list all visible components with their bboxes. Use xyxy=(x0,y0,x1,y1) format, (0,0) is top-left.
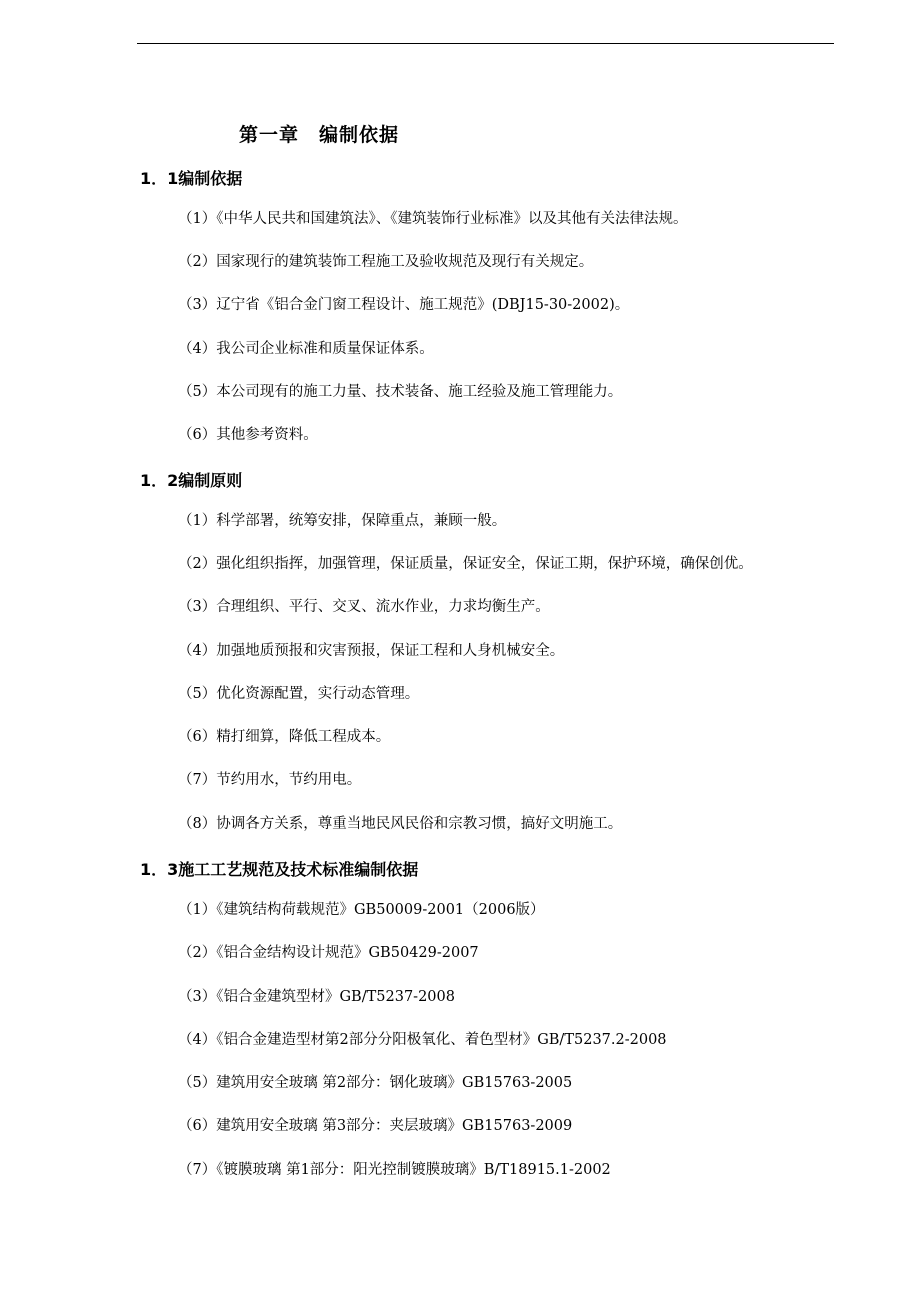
list-item: （3）合理组织、平行、交叉、流水作业，力求均衡生产。 xyxy=(178,599,550,615)
list-item: （8）协调各方关系，尊重当地民风民俗和宗教习惯，搞好文明施工。 xyxy=(178,816,623,832)
list-item: （1）科学部署，统筹安排，保障重点，兼顾一般。 xyxy=(178,513,507,529)
list-item: （7）节约用水，节约用电。 xyxy=(178,772,362,788)
header-rule xyxy=(137,43,834,44)
list-item: （7）《镀膜玻璃 第1部分：阳光控制镀膜玻璃》B/T18915.1-2002 xyxy=(178,1162,611,1178)
list-item: （2）《铝合金结构设计规范》GB50429-2007 xyxy=(178,945,479,961)
list-item: （3）《铝合金建筑型材》GB/T5237-2008 xyxy=(178,989,455,1005)
list-item: （5）优化资源配置，实行动态管理。 xyxy=(178,686,420,702)
list-item: （3）辽宁省《铝合金门窗工程设计、施工规范》(DBJ15-30-2002)。 xyxy=(178,297,630,313)
list-item: （1）《建筑结构荷载规范》GB50009-2001（2006版） xyxy=(178,902,545,918)
list-item: （5）本公司现有的施工力量、技术装备、施工经验及施工管理能力。 xyxy=(178,384,623,400)
list-item: （6）建筑用安全玻璃 第3部分：夹层玻璃》GB15763-2009 xyxy=(178,1118,573,1134)
list-item: （6）精打细算，降低工程成本。 xyxy=(178,729,391,745)
list-item: （2）强化组织指挥，加强管理，保证质量，保证安全，保证工期，保护环境，确保创优。 xyxy=(178,556,753,572)
list-item: （5）建筑用安全玻璃 第2部分：钢化玻璃》GB15763-2005 xyxy=(178,1075,573,1091)
section-heading-1-2: 1．2编制原则 xyxy=(140,471,243,490)
chapter-title: 第一章 编制依据 xyxy=(239,124,400,146)
list-item: （4）《铝合金建造型材第2部分分阳极氧化、着色型材》GB/T5237.2-2008 xyxy=(178,1032,667,1048)
section-heading-1-1: 1．1编制依据 xyxy=(140,169,243,188)
list-item: （4）加强地质预报和灾害预报，保证工程和人身机械安全。 xyxy=(178,643,565,659)
list-item: （1）《中华人民共和国建筑法》、《建筑装饰行业标准》以及其他有关法律法规。 xyxy=(178,211,688,227)
list-item: （6）其他参考资料。 xyxy=(178,427,318,443)
list-item: （2）国家现行的建筑装饰工程施工及验收规范及现行有关规定。 xyxy=(178,254,594,270)
list-item: （4）我公司企业标准和质量保证体系。 xyxy=(178,341,434,357)
section-heading-1-3: 1．3施工工艺规范及技术标准编制依据 xyxy=(140,860,419,879)
